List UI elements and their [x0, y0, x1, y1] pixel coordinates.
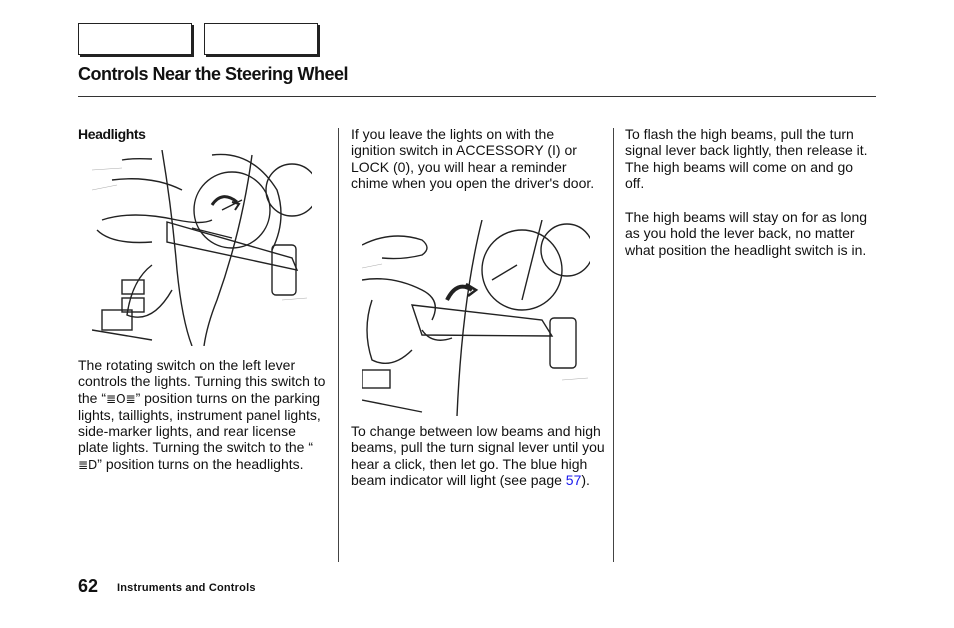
headlights-description [78, 357, 328, 473]
section-heading-headlights: Headlights [78, 126, 146, 142]
page-number: 62 [78, 576, 99, 596]
column-divider-2 [613, 128, 614, 562]
headlights-text-part1: The rotating switch on the left lever controls the lights. Turning this switch to the “ [78, 357, 326, 406]
nav-button-previous[interactable] [78, 23, 192, 55]
beam-change-text: To change between low beams and high beams, pull the turn signal lever until you hear a click, then let go. The blue high beam indicator will light (see page [351, 423, 605, 488]
beam-change-text-end: ). [581, 471, 590, 488]
reminder-chime-paragraph: If you leave the lights on with the ignition switch in ACCESSORY (I) or LOCK (0), you will hear a reminder chime when you open the driver's door. [351, 126, 595, 191]
headlights-text-part2: ” position turns on the parking lights, taillights, instrument panel lights, side-marker lights, and rear license plate lights. Turning the switch to the “ [78, 389, 321, 456]
nav-button-next[interactable] [204, 23, 318, 55]
page-57-link[interactable]: 57 [565, 471, 582, 488]
high-beam-lever-illustration [362, 220, 590, 416]
flash-high-beams-paragraph: To flash the high beams, pull the turn signal lever back lightly, then release it. The high beams will come on and go off. [625, 126, 868, 191]
parking-lights-symbol-icon: ≣O≣ [106, 391, 136, 406]
footer-section-title: Instruments and Controls [117, 582, 256, 594]
page-title: Controls Near the Steering Wheel [78, 64, 349, 84]
headlights-paragraph [78, 357, 328, 473]
beam-change-paragraph [351, 423, 606, 488]
headlight-switch-illustration [92, 150, 312, 346]
headlight-symbol-icon: ≣D [78, 457, 98, 472]
headlights-text-part3: ” position turns on the headlights. [97, 455, 304, 472]
column-divider-1 [338, 128, 339, 562]
title-divider [78, 96, 876, 97]
high-beams-hold-paragraph: The high beams will stay on for as long as you hold the lever back, no matter what position the headlight switch is in. [625, 209, 868, 258]
